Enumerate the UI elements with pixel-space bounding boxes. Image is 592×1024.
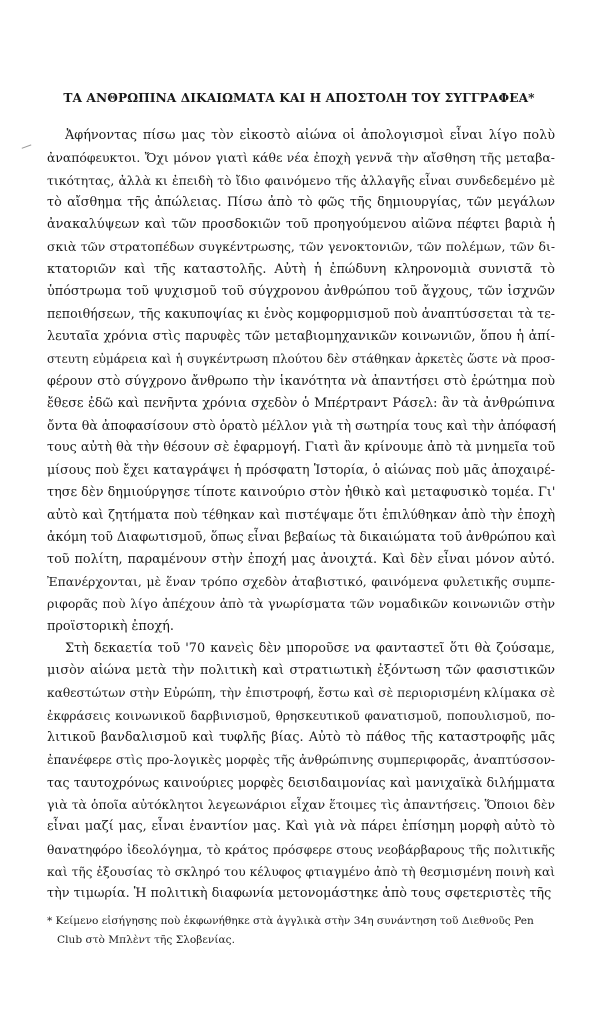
text-line: ἔθεσε ἐδῶ καὶ πενῆντα χρόνια σχεδὸν ὁ Μπέρτραντ Ράσελ: ἂν τὰ ἀνθρώπινα: [47, 395, 555, 411]
text-line: ἐπανέφερε στὶς προ-λογικὲς μορφὲς τῆς ἀνθρώπινης συμπεριφορᾶς, ἀναπτύσσον-: [47, 753, 555, 768]
text-line: τὴν τιμωρία. Ἡ πολιτικὴ διαφωνία μετονομάστηκε ἀπὸ τους σφετεριστὲς τῆς: [47, 886, 552, 902]
text-line: γιὰ τὰ ὁποῖα αὐτόκλητοι λεγεωνάριοι εἶχαν ἕτοιμες τὶς ἀπαντήσεις. Ὅποιοι δὲν: [47, 796, 555, 812]
text-line: θανατηφόρο ἰδεολόγημα, τὸ κράτος πρόσφερε στους νεοβάρβαρους τῆς πολιτικῆς: [47, 842, 555, 857]
text-line: λιτικοῦ βανδαλισμοῦ καὶ τυφλῆς βίας. Αὐτὸ τὸ πάθος τῆς καταστροφῆς μᾶς: [47, 730, 555, 746]
text-line: ἀναπόφευκτοι. Ὄχι μόνον γιατὶ κάθε νέα ἐποχὴ γεννᾶ τὴν αἴσθηση τῆς μεταβα-: [47, 150, 555, 166]
text-line: σκιὰ τῶν στρατοπέδων συγκέντρωσης, τῶν γενοκτονιῶν, τῶν πολέμων, τῶν δι-: [47, 239, 555, 255]
text-line: ὑπόστρωμα τοῦ ψυχισμοῦ τοῦ σύγχρονου ἀνθρώπου τοῦ ἄγχους, τῶν ἰσχνῶν: [47, 284, 555, 300]
text-line: λευταῖα χρόνια στὶς παρυφὲς τῶν μεταβιομηχανικῶν κοινωνιῶν, ὅπου ἡ ἀπί-: [47, 328, 555, 344]
text-line: καὶ τῆς ἐξουσίας τὸ σκληρό του κέλυφος φτιαγμένο ἀπὸ τὴ θεσμισμένη ποινὴ καὶ: [47, 864, 555, 879]
text-line: τους αὐτὴ θὰ τὴν θέσουν σὲ ἐφαρμογή. Γιατὶ ἂν κρίνουμε ἀπὸ τὰ μνημεῖα τοῦ: [47, 440, 555, 456]
footnote-line: Club στὸ Μπλὲντ τῆς Σλοβενίας.: [57, 934, 235, 946]
text-line: προϊστορικὴ ἐποχή.: [47, 618, 174, 634]
text-line: τὸ αἴσθημα τῆς ἀπώλειας. Πίσω ἀπὸ τὸ φῶς τῆς δημιουργίας, τῶν μεγάλων: [47, 194, 555, 210]
text-line: εἶναι μαζί μας, εἶναι ἐναντίον μας. Καὶ γιὰ νὰ πάρει ἐπίσημη μορφὴ αὐτὸ τὸ: [47, 819, 555, 835]
text-line: πεποιθήσεων, τῆς κακυποψίας κι ἑνὸς κομφορμισμοῦ ποὺ ἀναπτύσσεται τὰ τε-: [47, 306, 555, 322]
text-line: τησε δὲν δημιούργησε τίποτε καινούριο στὸν ἠθικὸ καὶ μεταφυσικὸ τομέα. Γι': [47, 484, 556, 500]
text-line: φέρουν στὸ σύγχρονο ἄνθρωπο τὴν ἱκανότητα νὰ ἀπαντήσει στὸ ἐρώτημα ποὺ: [47, 373, 555, 389]
text-line: μίσους ποὺ ἔχει καταγράψει ἡ πρόσφατη Ἱστορία, ὁ αἰώνας ποὺ μᾶς ἀποχαιρέ-: [47, 462, 555, 478]
text-line: καθεστώτων στὴν Εὐρώπη, τὴν ἐπιστροφή, ἔστω καὶ σὲ περιορισμένη κλίμακα σὲ: [47, 686, 555, 701]
text-line: μισὸν αἰώνα μετὰ τὴν πολιτικὴ καὶ στρατιωτικὴ ἐξόντωση τῶν φασιστικῶν: [47, 663, 555, 679]
text-line: ὄντα θὰ ἀποφασίσουν στὸ ὁρατὸ μέλλον γιὰ τὴ σωτηρία τους καὶ τὴν ἀπόφασή: [47, 417, 556, 433]
text-line: κτατοριῶν καὶ τῆς καταστολῆς. Αὐτὴ ἡ ἐπώδυνη κληρονομιὰ συνιστᾶ τὸ: [47, 261, 555, 277]
text-line: αὐτὸ καὶ ζητήματα ποὺ τέθηκαν καὶ πιστέψαμε ὅτι ἐπιλύθηκαν ἀπὸ τὴν ἐποχὴ: [47, 507, 555, 523]
text-line: Στὴ δεκαετία τοῦ '70 κανεὶς δὲν μποροῦσε να φανταστεῖ ὅτι θὰ ζούσαμε,: [65, 640, 555, 656]
text-line: Ἀφήνοντας πίσω μας τὸν εἰκοστὸ αἰώνα οἱ ἀπολογισμοὶ εἶναι λίγο πολὺ: [65, 128, 555, 143]
margin-pencil-mark: [22, 144, 33, 151]
text-line: τικότητας, ἀλλὰ κι ἐπειδὴ τὸ ἴδιο φαινόμενο τῆς ἀλλαγῆς εἶναι συνδεδεμένο μὲ: [47, 172, 555, 188]
text-line: Ἐπανέρχονται, μὲ ἕναν τρόπο σχεδὸν ἀταβιστικό, φαινόμενα φυλετικῆς συμπε-: [47, 573, 555, 589]
text-line: ἀνακαλύψεων καὶ τῶν προσδοκιῶν τοῦ προηγούμενου αἰῶνα πέφτει βαριὰ ἡ: [47, 217, 555, 233]
text-line: τας ταυτοχρόνως καινούριες μορφὲς δεισιδαιμονίας καὶ μανιχαϊκὰ διλήμματα: [47, 774, 555, 790]
text-line: ἀκόμη τοῦ Διαφωτισμοῦ, ὅπως εἶναι βεβαίως τὰ δικαιώματα τοῦ ἀνθρώπου καὶ: [47, 529, 557, 545]
paragraph: [47, 638, 555, 906]
paragraph: [47, 125, 555, 638]
body-text: [47, 125, 555, 905]
text-line: ἐκφράσεις κοινωνικοῦ δαρβινισμοῦ, θρησκευτικοῦ φανατισμοῦ, ποπουλισμοῦ, πο-: [47, 708, 555, 723]
chapter-title: ΤΑ ΑΝΘΡΩΠΙΝΑ ΔΙΚΑΙΩΜΑΤΑ ΚΑΙ Η ΑΠΟΣΤΟΛΗ ΤΟΥ ΣΥΓΓΡΑΦΕΑ*: [63, 91, 535, 105]
text-line: στευτη εὐμάρεια καὶ ἡ συγκέντρωση πλούτου δὲν στάθηκαν ἀρκετὲς ὥστε νὰ προσ-: [47, 351, 555, 366]
footnote: [47, 912, 555, 950]
text-line: τοῦ πολίτη, παραμένουν στὴν ἐποχή μας ἀνοιχτά. Καὶ δὲν εἶναι μόνον αὐτό.: [47, 551, 555, 567]
footnote-line: * Κείμενο εἰσήγησης ποὺ ἐκφωνήθηκε στὰ ἀγγλικὰ στὴν 34η συνάντηση τοῦ Διεθνοῦς Pen: [47, 915, 534, 927]
text-line: ριφορᾶς ποὺ λίγο ἀπέχουν ἀπὸ τὰ γνωρίσματα τῶν νομαδικῶν κοινωνιῶν στὴν: [47, 596, 555, 612]
